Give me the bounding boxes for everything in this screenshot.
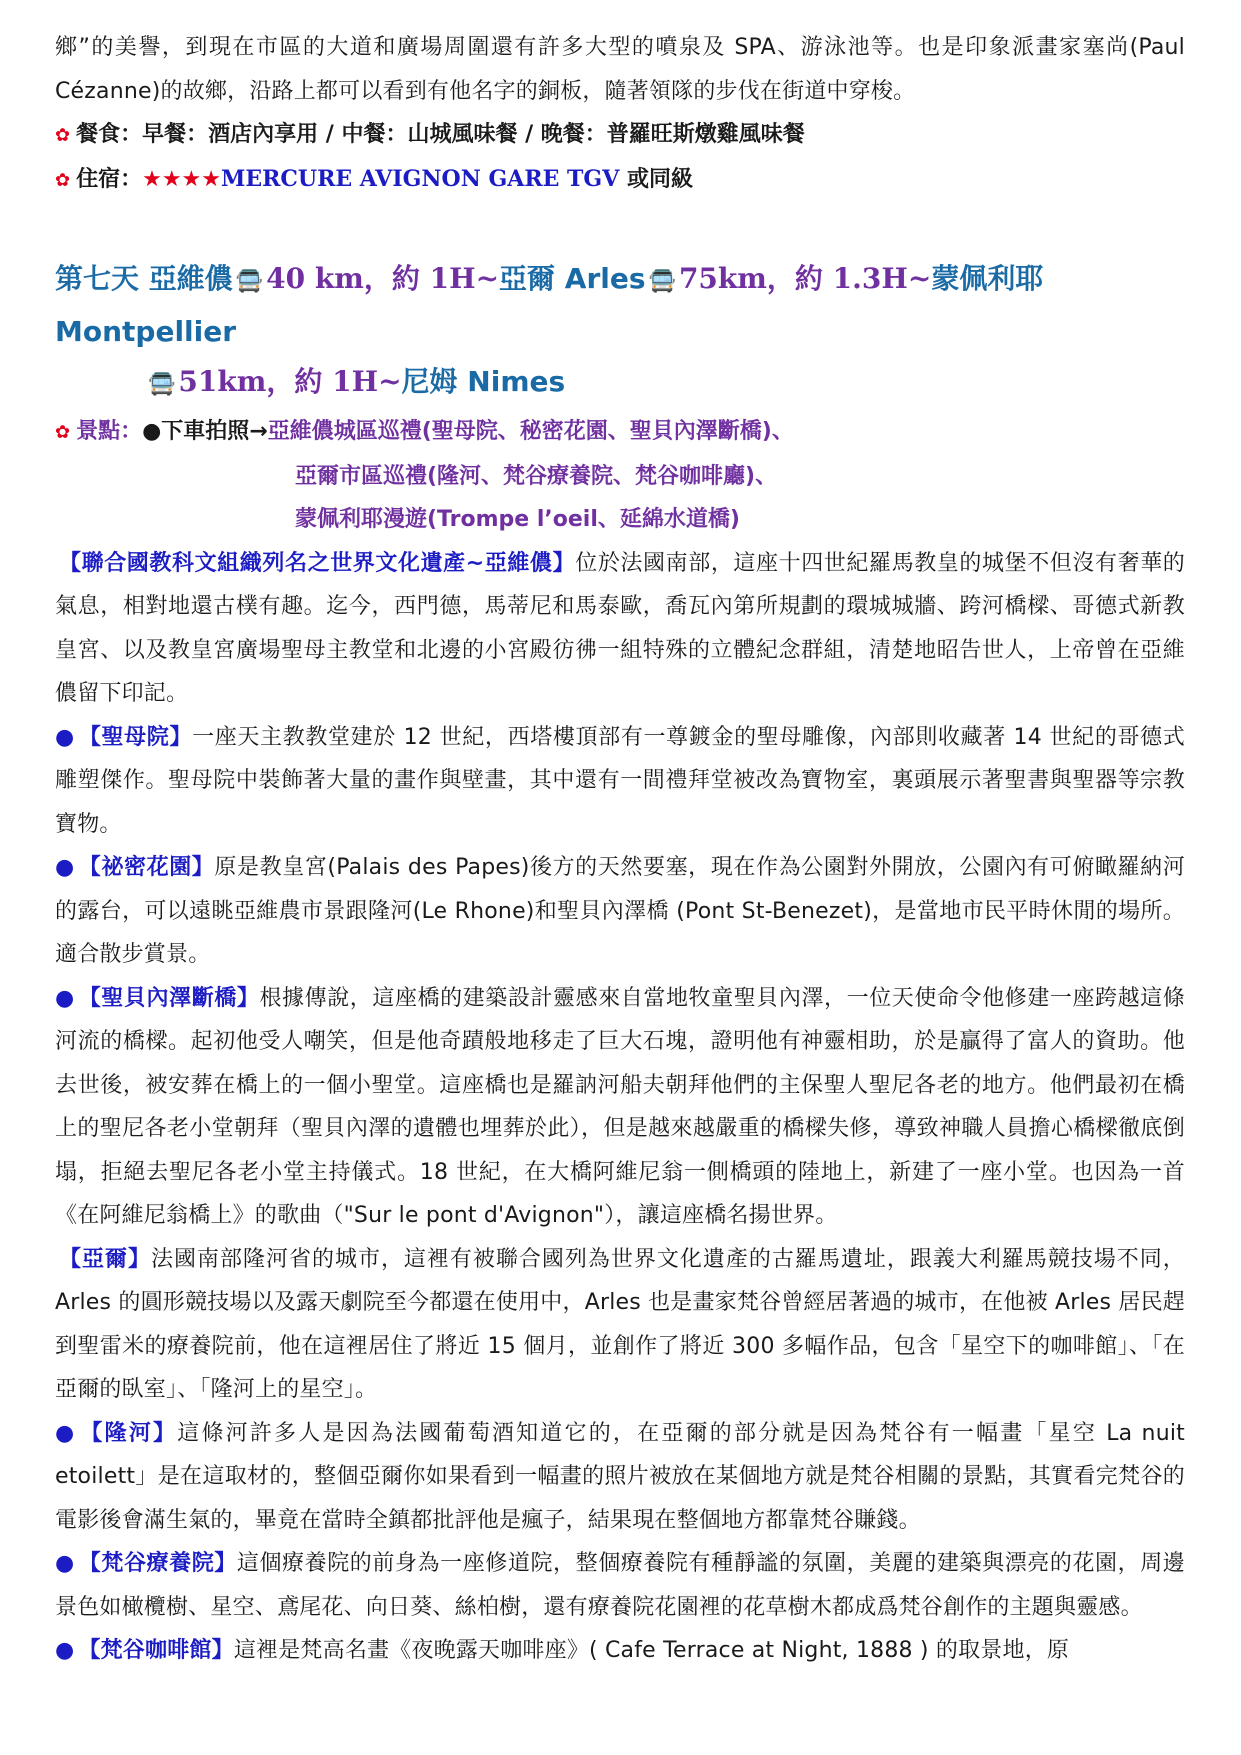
spots-prefix: ●下車拍照→ bbox=[142, 419, 268, 444]
section-title: 【梵谷療養院】 bbox=[78, 1551, 237, 1576]
section-text: 法國南部隆河省的城市，這裡有被聯合國列為世界文化遺產的古羅馬遺址，跟義大利羅馬競技場不同，Arles 的圓形競技場以及露天劇院至今都還在使用中，Arles 也是畫家梵谷曾經居著過的城市，在他被 Arles 居民趕到聖雷米的療養院前，他在這裡居住了將近 15 個月，並創作了將近 300 多幅作品，包含「星空下的咖啡館」、「在亞爾的臥室」、「隆河上的星空」。 bbox=[55, 1246, 1185, 1402]
section-arles bbox=[55, 1238, 1185, 1412]
stop-nimes: 尼姆 Nimes bbox=[401, 365, 566, 398]
leg1-distance: 40 km，約 1H~ bbox=[266, 262, 500, 295]
section-text: 這條河許多人是因為法國葡萄酒知道它的，在亞爾的部分就是因為梵谷有一幅畫「星空 La nuit etoilett」是在這取材的，整個亞爾你如果看到一幅畫的照片被放在某個地方就是梵谷相關的景點，其實看完梵谷的電影後會滿生氣的，畢竟在當時全鎮都批評他是瘋子，結果現在整個地方都靠梵谷賺錢。 bbox=[55, 1420, 1185, 1533]
lodging-label: 住宿： bbox=[76, 166, 143, 192]
section-secret-garden bbox=[55, 846, 1185, 977]
section-title: 【聖貝內澤斷橋】 bbox=[78, 985, 260, 1011]
section-van-gogh-asylum bbox=[55, 1542, 1185, 1629]
section-avignon-heritage bbox=[55, 542, 1185, 716]
flower-icon: ✿ bbox=[55, 125, 71, 146]
meals-line bbox=[55, 113, 1185, 158]
section-text: 位於法國南部，這座十四世紀羅馬教皇的城堡不但沒有奢華的氣息，相對地還古樸有趣。迄今，西門德，馬蒂尼和馬泰歐，喬瓦內第所規劃的環城城牆、跨河橋樑、哥德式新教皇宮、以及教皇宮廣場聖母主教堂和北邊的小宮殿彷彿一組特殊的立體紀念群組，清楚地昭告世人，上帝曾在亞維儂留下印記。 bbox=[55, 550, 1185, 706]
lodging-line bbox=[55, 158, 1185, 203]
meals-text: 餐食：早餐：酒店內享用 / 中餐：山城風味餐 / 晚餐：普羅旺斯燉雞風味餐 bbox=[76, 122, 805, 147]
day-title-part1: 第七天 亞維儂 bbox=[55, 262, 233, 295]
flower-icon: ✿ bbox=[55, 422, 71, 443]
spots-line-1 bbox=[55, 410, 1185, 455]
leg2-distance: 75km，約 1.3H~ bbox=[678, 262, 932, 295]
day-title-continued bbox=[55, 357, 1185, 410]
intro-paragraph: 鄉”的美譽，到現在市區的大道和廣場周圍還有許多大型的噴泉及 SPA、游泳池等。也是印象派畫家塞尚(Paul Cézanne)的故鄉，沿路上都可以看到有他名字的銅板，隨著領隊的步伐在街道中穿梭。 bbox=[55, 35, 1185, 104]
bullet-icon: ● bbox=[55, 1551, 75, 1576]
section-spacer bbox=[55, 202, 1185, 254]
section-text: 原是教皇宮(Palais des Papes)後方的天然要塞，現在作為公園對外開放，公園內有可俯瞰羅納河的露台，可以遠眺亞維農市景跟隆河(Le Rhone)和聖貝內澤橋 (Pont St-Benezet)，是當地市民平時休閒的場所。適合散步賞景。 bbox=[55, 855, 1185, 967]
lodging-suffix: 或同級 bbox=[619, 166, 693, 192]
spots-line-3 bbox=[55, 498, 1185, 542]
flower-icon: ✿ bbox=[55, 169, 71, 191]
bus-icon: 🚍 bbox=[148, 372, 176, 397]
section-text: 一座天主教教堂建於 12 世紀，西塔樓頂部有一尊鍍金的聖母雕像，內部則收藏著 14 世紀的哥德式雕塑傑作。聖母院中裝飾著大量的畫作與壁畫，其中還有一間禮拜堂被改為寶物室，裏頭展示著聖書與聖器等宗教寶物。 bbox=[55, 724, 1185, 837]
section-title: 【亞爾】 bbox=[59, 1246, 151, 1272]
bullet-icon: ● bbox=[55, 985, 75, 1011]
section-pont-benezet bbox=[55, 977, 1185, 1238]
spots-label: 景點： bbox=[76, 419, 143, 444]
hotel-stars: ★★★★ bbox=[142, 166, 221, 192]
bullet-icon: ● bbox=[55, 1420, 77, 1446]
bus-icon: 🚍 bbox=[235, 269, 264, 294]
section-text: 這個療養院的前身為一座修道院，整個療養院有種靜謐的氛圍，美麗的建築與漂亮的花園，周邊景色如橄欖樹、星空、鳶尾花、向日葵、絲柏樹，還有療養院花園裡的花草樹木都成爲梵谷創作的主題與靈感。 bbox=[55, 1551, 1185, 1620]
section-title: 【隆河】 bbox=[80, 1420, 178, 1446]
stop-montpellier: 蒙佩利耶 Montpellier bbox=[55, 262, 1044, 348]
section-notre-dame bbox=[55, 716, 1185, 847]
section-rhone bbox=[55, 1412, 1185, 1543]
section-van-gogh-cafe bbox=[55, 1629, 1185, 1673]
leg3-distance: 51km，約 1H~ bbox=[178, 365, 402, 398]
section-title: 【聖母院】 bbox=[78, 724, 193, 750]
spots-avignon: 亞維儂城區巡禮(聖母院、秘密花園、聖貝內澤斷橋)、 bbox=[267, 419, 794, 444]
spots-montpellier: 蒙佩利耶漫遊(Trompe l’oeil、延綿水道橋) bbox=[295, 507, 740, 532]
spots-arles: 亞爾市區巡禮(隆河、梵谷療養院、梵谷咖啡廳)、 bbox=[295, 463, 778, 489]
bullet-icon: ● bbox=[55, 724, 75, 750]
stop-arles: 亞爾 Arles bbox=[499, 262, 646, 295]
bus-icon: 🚍 bbox=[648, 269, 676, 294]
section-text: 根據傳說，這座橋的建築設計靈感來自當地牧童聖貝內澤，一位天使命令他修建一座跨越這條河流的橋樑。起初他受人嘲笑，但是他奇蹟般地移走了巨大石塊，證明他有神靈相助，於是贏得了富人的資助。他去世後，被安葬在橋上的一個小聖堂。這座橋也是羅訥河船夫朝拜他們的主保聖人聖尼各老的地方。他們最初在橋上的聖尼各老小堂朝拜（聖貝內澤的遺體也埋葬於此），但是越來越嚴重的橋樑失修，導致神職人員擔心橋樑徹底倒塌，拒絕去聖尼各老小堂主持儀式。18 世紀，在大橋阿維尼翁一側橋頭的陸地上，新建了一座小堂。也因為一首《在阿維尼翁橋上》的歌曲（"Sur le pont d'Avignon"），讓這座橋名揚世界。 bbox=[55, 985, 1185, 1228]
section-title: 【祕密花園】 bbox=[78, 855, 215, 880]
hotel-name: MERCURE AVIGNON GARE TGV bbox=[221, 165, 620, 192]
section-text: 這裡是梵高名畫《夜晚露天咖啡座》( Cafe Terrace at Night, 1888 ) 的取景地，原 bbox=[233, 1638, 1070, 1663]
itinerary-page bbox=[55, 26, 1185, 1673]
spots-line-2 bbox=[55, 455, 1185, 499]
day-title bbox=[55, 254, 1185, 357]
bullet-icon: ● bbox=[55, 1638, 75, 1663]
section-title: 【聯合國教科文組織列名之世界文化遺產~亞維儂】 bbox=[59, 550, 576, 576]
bullet-icon: ● bbox=[55, 855, 75, 880]
section-title: 【梵谷咖啡館】 bbox=[78, 1638, 234, 1663]
